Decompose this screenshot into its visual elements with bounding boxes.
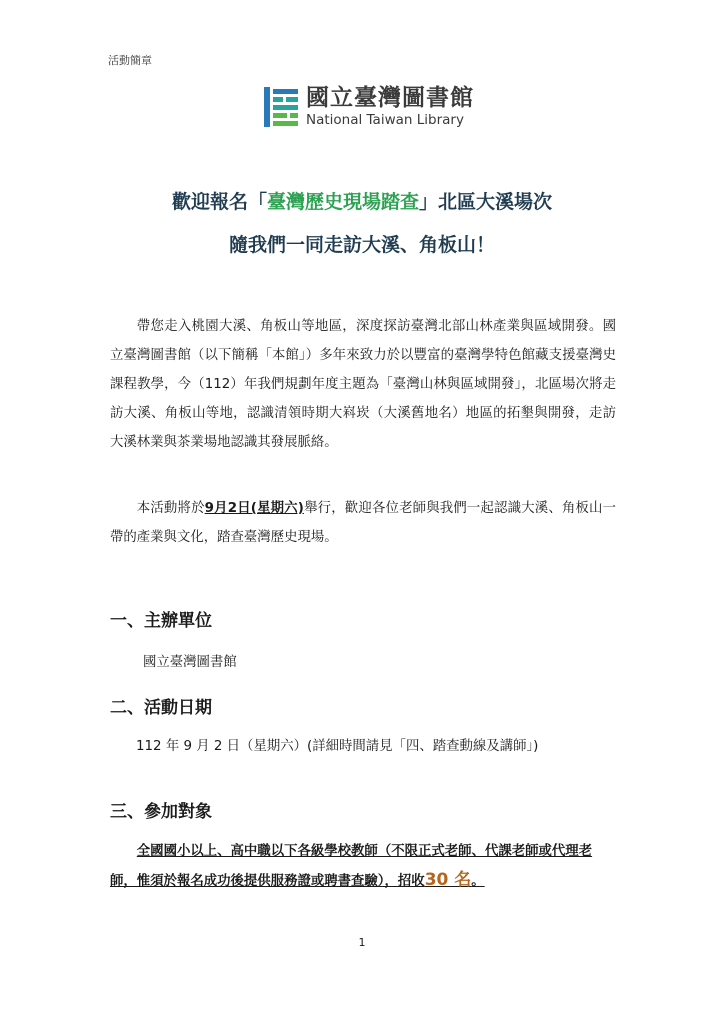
page-subtitle: 隨我們一同走訪大溪、角板山！	[228, 234, 495, 256]
participants-quota: 30 名	[424, 870, 472, 890]
page-header: 活動簡章	[108, 54, 152, 67]
section-body-organizer: 國立臺灣圖書館	[143, 655, 237, 670]
section-heading-organizer: 一、主辦單位	[110, 611, 212, 631]
intro-text: 帶您走入桃園大溪、角板山等地區，深度探訪臺灣北部山林產業與區域開發。國立臺灣圖書館（以下簡稱「本館」）多年來致力於以豐富的臺灣學特色館藏支援臺灣史課程教學，今（112）年我們規劃年度主題為「臺灣山林與區域開發」，北區場次將走訪大溪、角板山等地，認識清領時期大嵙崁（大溪舊地名）地區的拓墾與開發，走訪大溪林業與茶業場地認識其發展脈絡。	[110, 319, 616, 450]
section-heading-participants: 三、參加對象	[110, 802, 212, 822]
participants-text: 全國國小以上、高中職以下各級學校教師（不限正式老師、代課老師或代理老師，惟須於報名成功後提供服務證或聘書查驗），招收	[110, 844, 593, 889]
event-note-prefix: 本活動將於	[136, 501, 205, 516]
event-note-paragraph	[110, 494, 616, 552]
event-note-suffix: 舉行，歡迎各位老師與我們一起認識大溪、角板山一帶的產業與文化，踏查臺灣歷史現場。	[110, 501, 617, 545]
page-title	[0, 187, 724, 214]
participants-suffix: 。	[471, 874, 485, 889]
library-logo-icon	[264, 87, 298, 127]
logo-name-en: National Taiwan Library	[306, 112, 464, 128]
page-number: 1	[358, 936, 366, 949]
event-date: 9月2日(星期六)	[204, 501, 304, 516]
library-logo	[264, 86, 474, 128]
title-prefix: 歡迎報名「	[171, 191, 267, 213]
intro-paragraph	[110, 312, 616, 457]
logo-name-cn: 國立臺灣圖書館	[306, 85, 474, 111]
section-heading-date: 二、活動日期	[110, 698, 212, 718]
title-suffix: 」北區大溪場次	[419, 191, 553, 213]
title-highlight: 臺灣歷史現場踏查	[266, 191, 419, 213]
section-body-participants	[110, 837, 616, 896]
section-body-date: 112 年 9 月 2 日（星期六）(詳細時間請見「四、踏查動線及講師」)	[136, 739, 539, 754]
